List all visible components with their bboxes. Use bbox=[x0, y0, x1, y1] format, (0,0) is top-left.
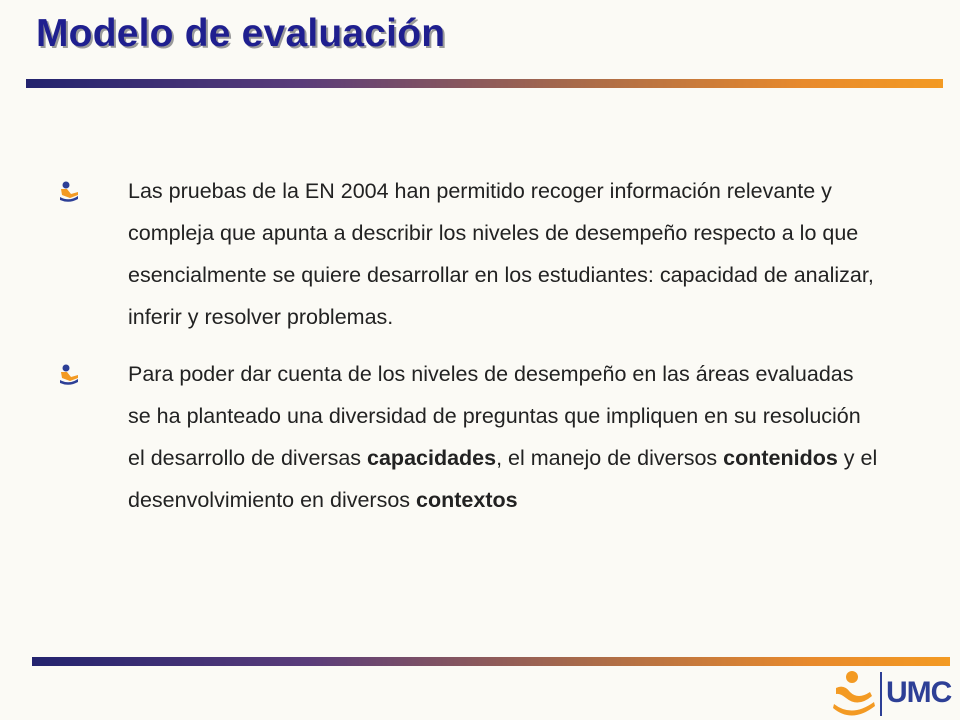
bold-term-capacidades: capacidades bbox=[367, 446, 497, 470]
title-divider bbox=[26, 79, 943, 88]
logo-separator bbox=[880, 672, 882, 716]
logo-text: UMC bbox=[886, 676, 952, 709]
slide-title: Modelo de evaluación bbox=[36, 12, 446, 55]
figure-bullet-icon bbox=[58, 180, 80, 202]
bullet-text: y el desenvolvimiento en diversos bbox=[128, 446, 878, 512]
bullet-item bbox=[58, 170, 878, 338]
logo-head-icon bbox=[846, 671, 858, 683]
bold-term-contenidos: contenidos bbox=[723, 446, 838, 470]
logo-body-icon bbox=[836, 687, 872, 703]
bullet-item bbox=[58, 353, 878, 521]
bold-term-contextos: contextos bbox=[416, 488, 518, 512]
bullet-text: Las pruebas de la EN 2004 han permitido recoger información relevante y compleja que apunta a describir los niveles de desempeño respecto a lo que esencialmente se quiere desarrollar en los estudiantes: capacidad de analizar, inferir y resolver problemas. bbox=[128, 179, 874, 329]
footer-divider bbox=[32, 657, 950, 666]
figure-bullet-icon bbox=[58, 363, 80, 385]
bullet-text: Para poder dar cuenta de los niveles de desempeño en las áreas evaluadas se ha planteado una diversidad de preguntas que impliquen en su resolución el desarrollo de diversas bbox=[128, 362, 861, 470]
bullet-text: , el manejo de diversos bbox=[496, 446, 724, 470]
bullet-list bbox=[58, 170, 878, 521]
logo-wave-icon bbox=[833, 702, 875, 716]
